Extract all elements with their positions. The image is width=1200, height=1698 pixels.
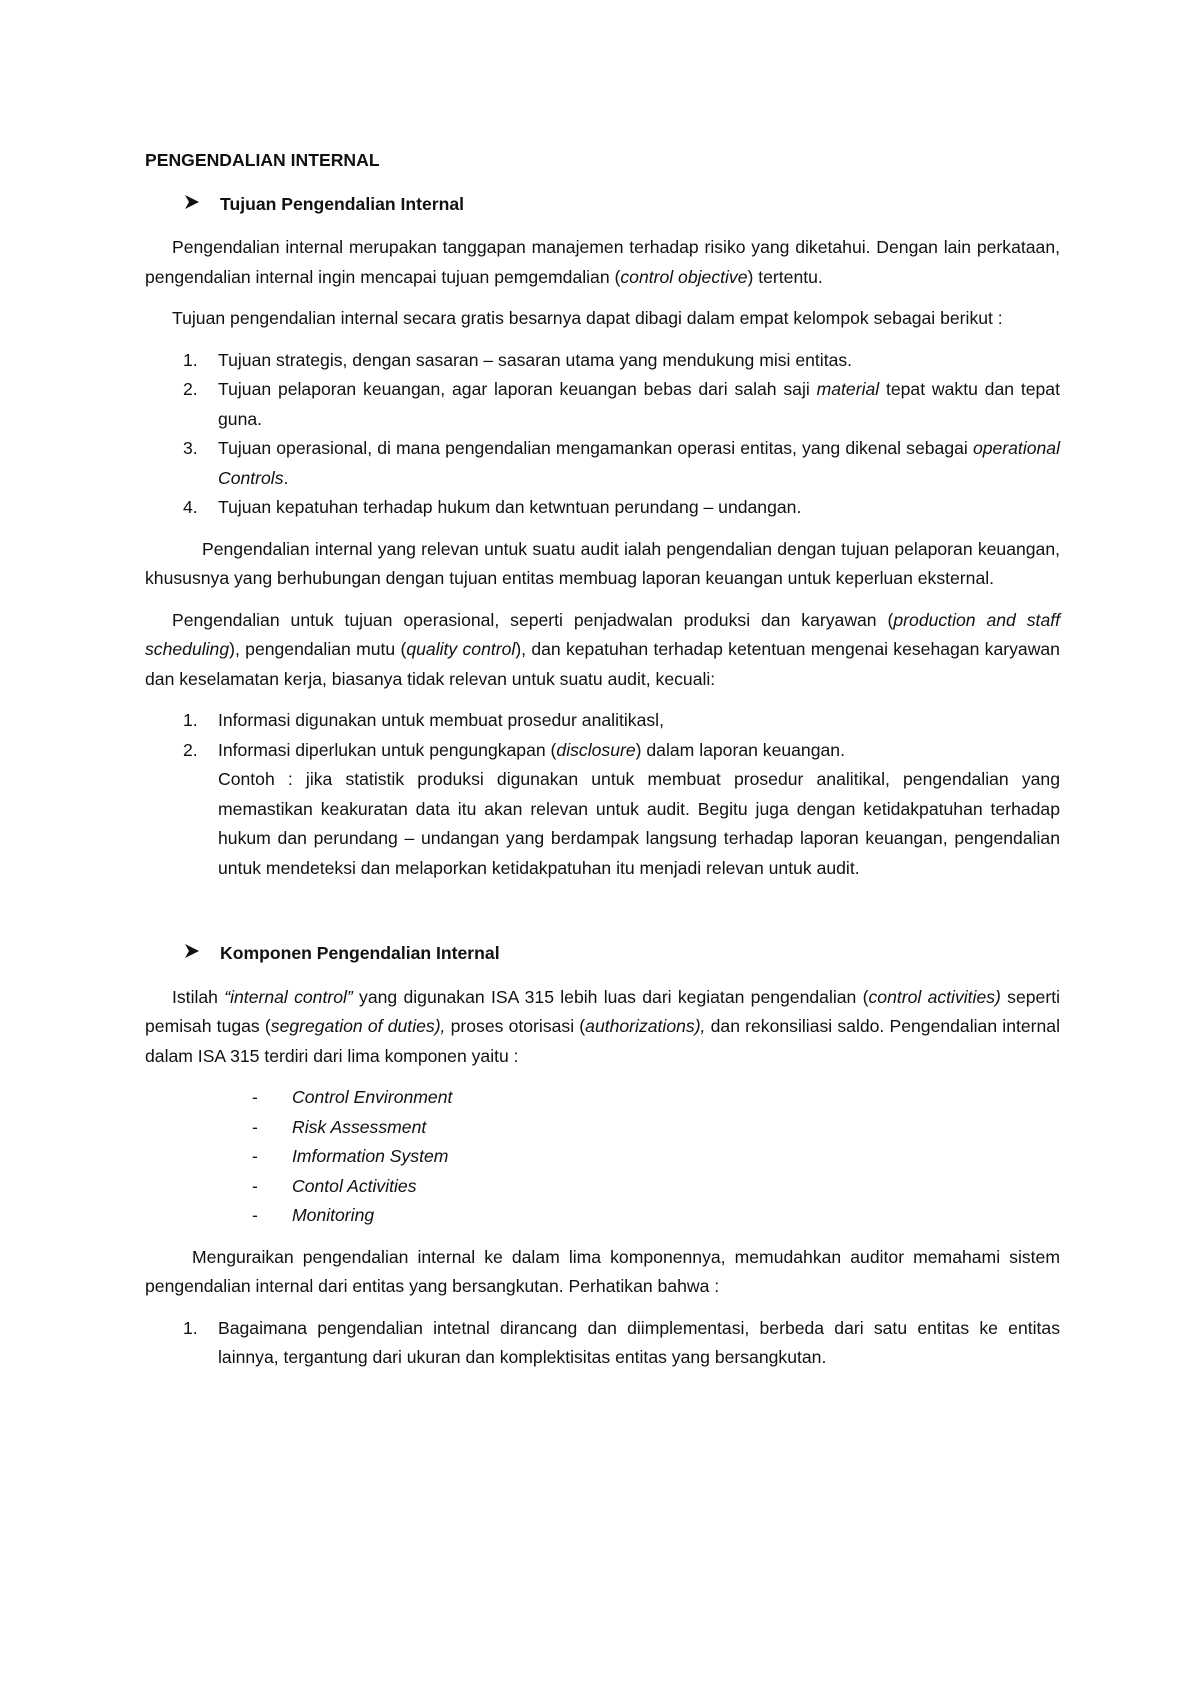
arrow-bullet-icon [145,190,220,219]
list-item: 1. Informasi digunakan untuk membuat prosedur analitikasl, [183,710,664,730]
section-heading-label: Komponen Pengendalian Internal [220,943,500,963]
list-item: 1. Bagaimana pengendalian intetnal dirancang dan diimplementasi, berbeda dari satu entitas ke entitas lainnya, tergantung dari ukuran dan komplektisitas entitas yang bersangkutan. [183,1317,1060,1367]
section-heading-label: Tujuan Pengendalian Internal [220,193,465,214]
document-body [145,146,1060,1385]
document-title: PENGENDALIAN INTERNAL [145,150,380,170]
list-item: 4. Tujuan kepatuhan terhadap hukum dan ketwntuan perundang – undangan. [183,497,802,517]
list-item: - Contol Activities [252,1175,417,1196]
paragraph: Pengendalian internal merupakan tanggapan manajemen terhadap risiko yang diketahui. Dengan lain perkataan, pengendalian internal ingin mencapai tujuan pemgemdalian (control objective) tertentu. [145,237,1060,287]
section-heading-komponen [145,939,1060,969]
paragraph: Menguraikan pengendalian internal ke dalam lima komponennya, memudahkan auditor memahami sistem pengendalian internal dari entitas yang bersangkutan. Perhatikan bahwa : [145,1246,1060,1296]
exceptions-list [145,706,1060,883]
paragraph: Istilah “internal control” yang digunakan ISA 315 lebih luas dari kegiatan pengendalian (control activities) seperti pemisah tugas (segregation of duties), proses otorisasi (authorizations), dan rekonsiliasi saldo. Pengendalian internal dalam ISA 315 terdiri dari lima komponen yaitu : [145,986,1060,1066]
paragraph: Pengendalian untuk tujuan operasional, seperti penjadwalan produksi dan karyawan (production and staff scheduling), pengendalian mutu (quality control), dan kepatuhan terhadap ketentuan mengenai kesehagan karyawan dan keselamatan kerja, biasanya tidak relevan untuk suatu audit, kecuali: [145,609,1060,689]
example-text: Contoh : jika statistik produksi digunakan untuk membuat prosedur analitikal, pengendalian yang memastikan keakuratan data itu akan relevan untuk audit. Begitu juga dengan ketidakpatuhan terhadap hukum dan perundang – undangan yang berdampak langsung terhadap laporan keuangan, pengendalian untuk mendeteksi dan melaporkan ketidakpatuhan itu menjadi relevan untuk audit. [218,769,1060,878]
paragraph: Pengendalian internal yang relevan untuk suatu audit ialah pengendalian dengan tujuan pelaporan keuangan, khususnya yang berhubungan dengan tujuan entitas membuag laporan keuangan untuk keperluan eksternal. [145,538,1060,588]
list-item: - Monitoring [252,1205,375,1225]
list-item: - Control Environment [252,1087,453,1107]
components-list [145,1083,1060,1231]
list-item: 1. Tujuan strategis, dengan sasaran – sasaran utama yang mendukung misi entitas. [183,349,853,370]
spacer [145,895,1060,939]
list-item: - Imformation System [252,1146,449,1166]
objectives-list [145,346,1060,523]
arrow-bullet-icon [145,939,220,968]
section-heading-tujuan [145,190,1060,220]
paragraph: Tujuan pengendalian internal secara gratis besarnya dapat dibagi dalam empat kelompok sebagai berikut : [172,308,1003,328]
list-item: - Risk Assessment [252,1116,427,1137]
list-item: 3. Tujuan operasional, di mana pengendalian mengamankan operasi entitas, yang dikenal sebagai operational Controls. [183,438,1060,488]
notes-list [145,1314,1060,1373]
list-item: 2. Tujuan pelaporan keuangan, agar laporan keuangan bebas dari salah saji material tepat waktu dan tepat guna. [183,379,1060,429]
list-item: 2. Informasi diperlukan untuk pengungkapan (disclosure) dalam laporan keuangan. Contoh : jika statistik produksi digunakan untuk membuat prosedur analitikal, pengendalian yang memastikan keakuratan data itu akan relevan untuk audit. Begitu juga dengan ketidakpatuhan terhadap hukum dan perundang – undangan yang berdampak langsung terhadap laporan keuangan, pengendalian untuk mendeteksi dan melaporkan ketidakpatuhan itu menjadi relevan untuk audit. [145,736,1060,884]
